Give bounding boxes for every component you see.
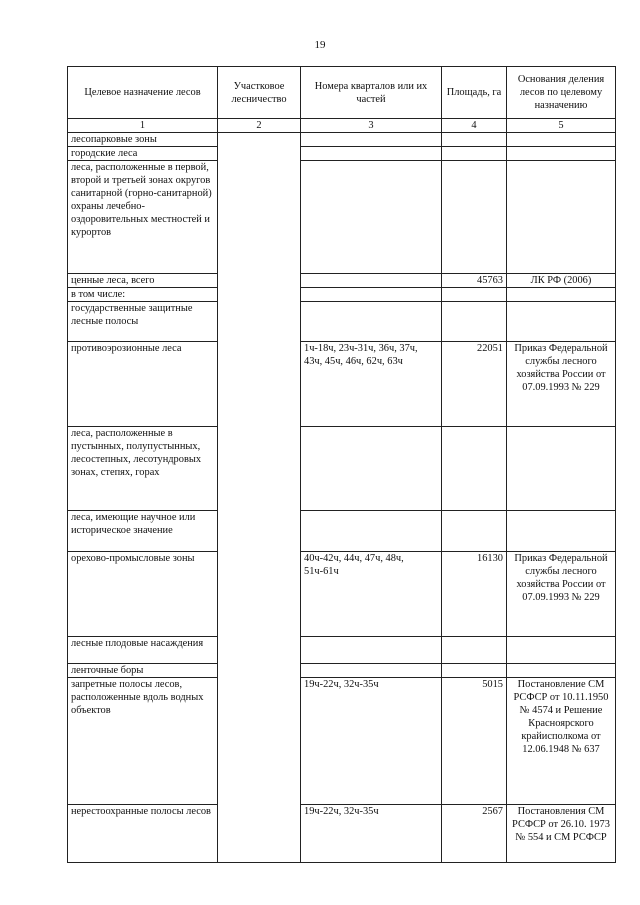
column-number-row [68,119,616,133]
basis-cell: Постановления СМ РСФСР от 26.10. 1973 № 554 и СМ РСФСР [507,805,616,863]
quarters-cell: 19ч-22ч, 32ч-35ч [301,678,442,805]
quarters-cell [301,288,442,302]
column-number: 3 [301,119,442,133]
header-area: Площадь, га [442,67,507,119]
quarters-cell: 40ч-42ч, 44ч, 47ч, 48ч, 51ч-61ч [301,552,442,637]
table-row [68,288,616,302]
table-row [68,805,616,863]
purpose-cell: в том числе: [68,288,218,302]
purpose-cell: государственные защитные лесные полосы [68,302,218,342]
page-number: 19 [314,39,326,51]
header-basis: Основания деления лесов по целевому назначению [507,67,616,119]
column-number: 2 [218,119,301,133]
purpose-cell: противоэрозионные леса [68,342,218,427]
column-number: 5 [507,119,616,133]
basis-cell [507,288,616,302]
area-cell [442,664,507,678]
header-row [68,67,616,119]
basis-cell [507,637,616,664]
basis-cell [507,302,616,342]
quarters-cell [301,302,442,342]
area-cell [442,133,507,147]
basis-cell: Приказ Федеральной службы лесного хозяйства России от 07.09.1993 № 229 [507,552,616,637]
quarters-cell [301,133,442,147]
table-row [68,637,616,664]
quarters-cell [301,427,442,511]
basis-cell [507,427,616,511]
table-row [68,678,616,805]
table-row [68,161,616,274]
basis-cell: ЛК РФ (2006) [507,274,616,288]
basis-cell [507,133,616,147]
area-cell [442,637,507,664]
purpose-cell: городские леса [68,147,218,161]
purpose-cell: ценные леса, всего [68,274,218,288]
basis-cell: Приказ Федеральной службы лесного хозяйства России от 07.09.1993 № 229 [507,342,616,427]
table-row [68,133,616,147]
basis-cell: Постановление СМ РСФСР от 10.11.1950 № 4574 и Решение Красноярского крайисполкома от 12.06.1948 № 637 [507,678,616,805]
area-cell [442,511,507,552]
area-cell [442,302,507,342]
purpose-cell: лесные плодовые насаждения [68,637,218,664]
area-cell: 5015 [442,678,507,805]
basis-cell [507,147,616,161]
purpose-cell: лесопарковые зоны [68,133,218,147]
basis-cell [507,664,616,678]
purpose-cell: леса, расположенные в пустынных, полупустынных, лесостепных, лесотундровых зонах, степях, горах [68,427,218,511]
quarters-cell [301,161,442,274]
header-purpose: Целевое назначение лесов [68,67,218,119]
area-cell [442,147,507,161]
header-quarters: Номера кварталов или их частей [301,67,442,119]
area-cell [442,161,507,274]
table-row [68,342,616,427]
purpose-cell: ленточные боры [68,664,218,678]
forest-purpose-table [67,66,616,863]
area-cell: 16130 [442,552,507,637]
area-cell: 45763 [442,274,507,288]
quarters-cell [301,637,442,664]
purpose-cell: леса, имеющие научное или историческое значение [68,511,218,552]
quarters-cell [301,274,442,288]
purpose-cell: орехово-промысловые зоны [68,552,218,637]
table-row [68,664,616,678]
table-row [68,274,616,288]
quarters-cell [301,511,442,552]
quarters-cell: 19ч-22ч, 32ч-35ч [301,805,442,863]
table-row [68,511,616,552]
table-row [68,147,616,161]
table-row [68,552,616,637]
purpose-cell: леса, расположенные в первой, второй и третьей зонах округов санитарной (горно-санитарной) охраны лечебно-оздоровительных местностей и курортов [68,161,218,274]
table-row [68,427,616,511]
column-number: 1 [68,119,218,133]
quarters-cell: 1ч-18ч, 23ч-31ч, 36ч, 37ч, 43ч, 45ч, 46ч, 62ч, 63ч [301,342,442,427]
header-district: Участковое лесничество [218,67,301,119]
area-cell [442,427,507,511]
area-cell: 22051 [442,342,507,427]
quarters-cell [301,664,442,678]
table-row [68,302,616,342]
area-cell: 2567 [442,805,507,863]
purpose-cell: нерестоохранные полосы лесов [68,805,218,863]
district-cell [218,133,301,863]
column-number: 4 [442,119,507,133]
area-cell [442,288,507,302]
quarters-cell [301,147,442,161]
basis-cell [507,511,616,552]
basis-cell [507,161,616,274]
purpose-cell: запретные полосы лесов, расположенные вдоль водных объектов [68,678,218,805]
